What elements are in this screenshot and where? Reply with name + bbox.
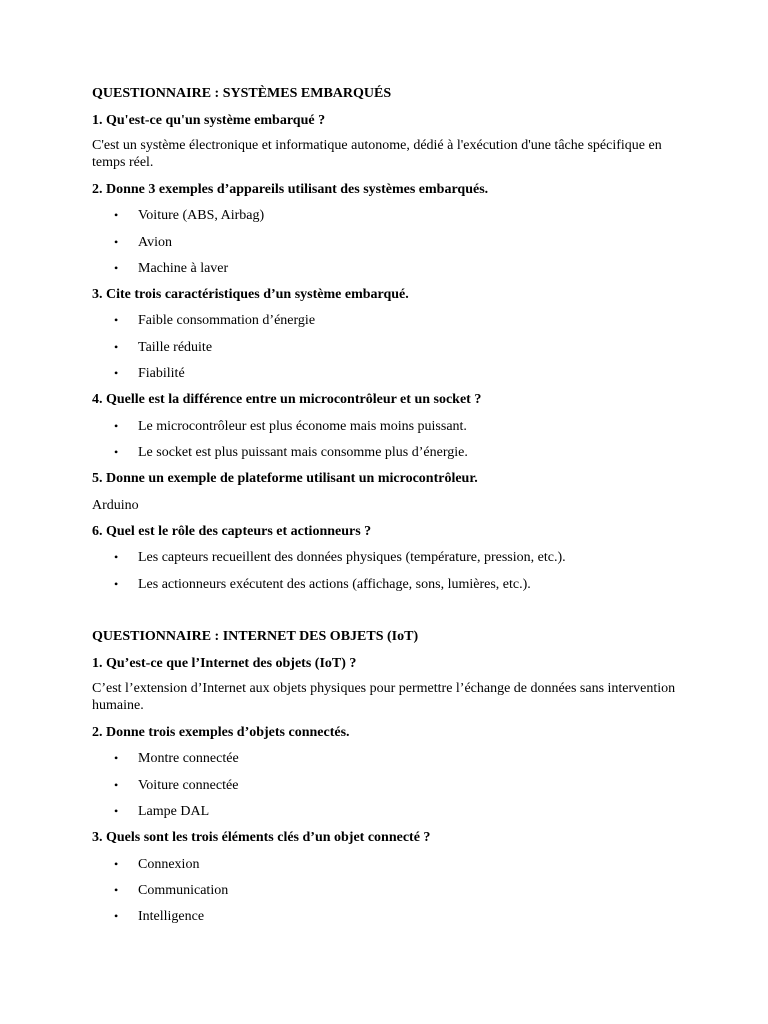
question: 3. Quels sont les trois éléments clés d’un objet connecté ? xyxy=(92,830,431,845)
list-item: Avion xyxy=(138,235,172,250)
list-item: Lampe DAL xyxy=(138,804,210,819)
bullet-icon: • xyxy=(114,550,119,564)
bullet-icon: • xyxy=(114,208,119,222)
bullet-icon: • xyxy=(114,313,119,327)
question: 2. Donne 3 exemples d’appareils utilisant des systèmes embarqués. xyxy=(92,182,489,197)
answer: Arduino xyxy=(92,498,139,513)
bullet-icon: • xyxy=(114,909,119,923)
list-item: Le microcontrôleur est plus économe mais moins puissant. xyxy=(138,419,467,434)
list-item: Voiture (ABS, Airbag) xyxy=(138,208,265,223)
list-item: Communication xyxy=(138,883,229,898)
bullet-icon: • xyxy=(114,883,119,897)
bullet-icon: • xyxy=(114,261,119,275)
bullet-icon: • xyxy=(114,445,119,459)
list-item: Intelligence xyxy=(138,909,205,924)
question: 3. Cite trois caractéristiques d’un système embarqué. xyxy=(92,287,409,302)
list-item: Les capteurs recueillent des données physiques (température, pression, etc.). xyxy=(138,550,566,565)
list-item: Connexion xyxy=(138,857,200,872)
bullet-icon: • xyxy=(114,857,119,871)
list-item: Le socket est plus puissant mais consomme plus d’énergie. xyxy=(138,445,468,460)
question: 4. Quelle est la différence entre un microcontrôleur et un socket ? xyxy=(92,392,482,407)
section-title: QUESTIONNAIRE : INTERNET DES OBJETS (IoT) xyxy=(92,629,419,644)
bullet-icon: • xyxy=(114,778,119,792)
question: 1. Qu'est-ce qu'un système embarqué ? xyxy=(92,113,326,128)
question: 1. Qu’est-ce que l’Internet des objets (IoT) ? xyxy=(92,656,357,671)
question: 6. Quel est le rôle des capteurs et actionneurs ? xyxy=(92,524,372,539)
bullet-icon: • xyxy=(114,751,119,765)
bullet-icon: • xyxy=(114,419,119,433)
bullet-icon: • xyxy=(114,366,119,380)
list-item: Voiture connectée xyxy=(138,778,239,793)
answer: C’est l’extension d’Internet aux objets physiques pour permettre l’échange de données sans intervention humaine. xyxy=(92,681,676,713)
list-item: Montre connectée xyxy=(138,751,239,766)
list-item: Taille réduite xyxy=(138,340,213,355)
bullet-icon: • xyxy=(114,340,119,354)
bullet-icon: • xyxy=(114,235,119,249)
list-item: Fiabilité xyxy=(138,366,185,381)
section-title: QUESTIONNAIRE : SYSTÈMES EMBARQUÉS xyxy=(92,86,392,101)
bullet-icon: • xyxy=(114,804,119,818)
answer: C'est un système électronique et informatique autonome, dédié à l'exécution d'une tâche spécifique en temps réel. xyxy=(92,138,662,170)
list-item: Faible consommation d’énergie xyxy=(138,313,316,328)
list-item: Machine à laver xyxy=(138,261,229,276)
question: 2. Donne trois exemples d’objets connectés. xyxy=(92,725,350,740)
bullet-icon: • xyxy=(114,577,119,591)
question: 5. Donne un exemple de plateforme utilisant un microcontrôleur. xyxy=(92,471,478,486)
list-item: Les actionneurs exécutent des actions (affichage, sons, lumières, etc.). xyxy=(138,577,531,592)
